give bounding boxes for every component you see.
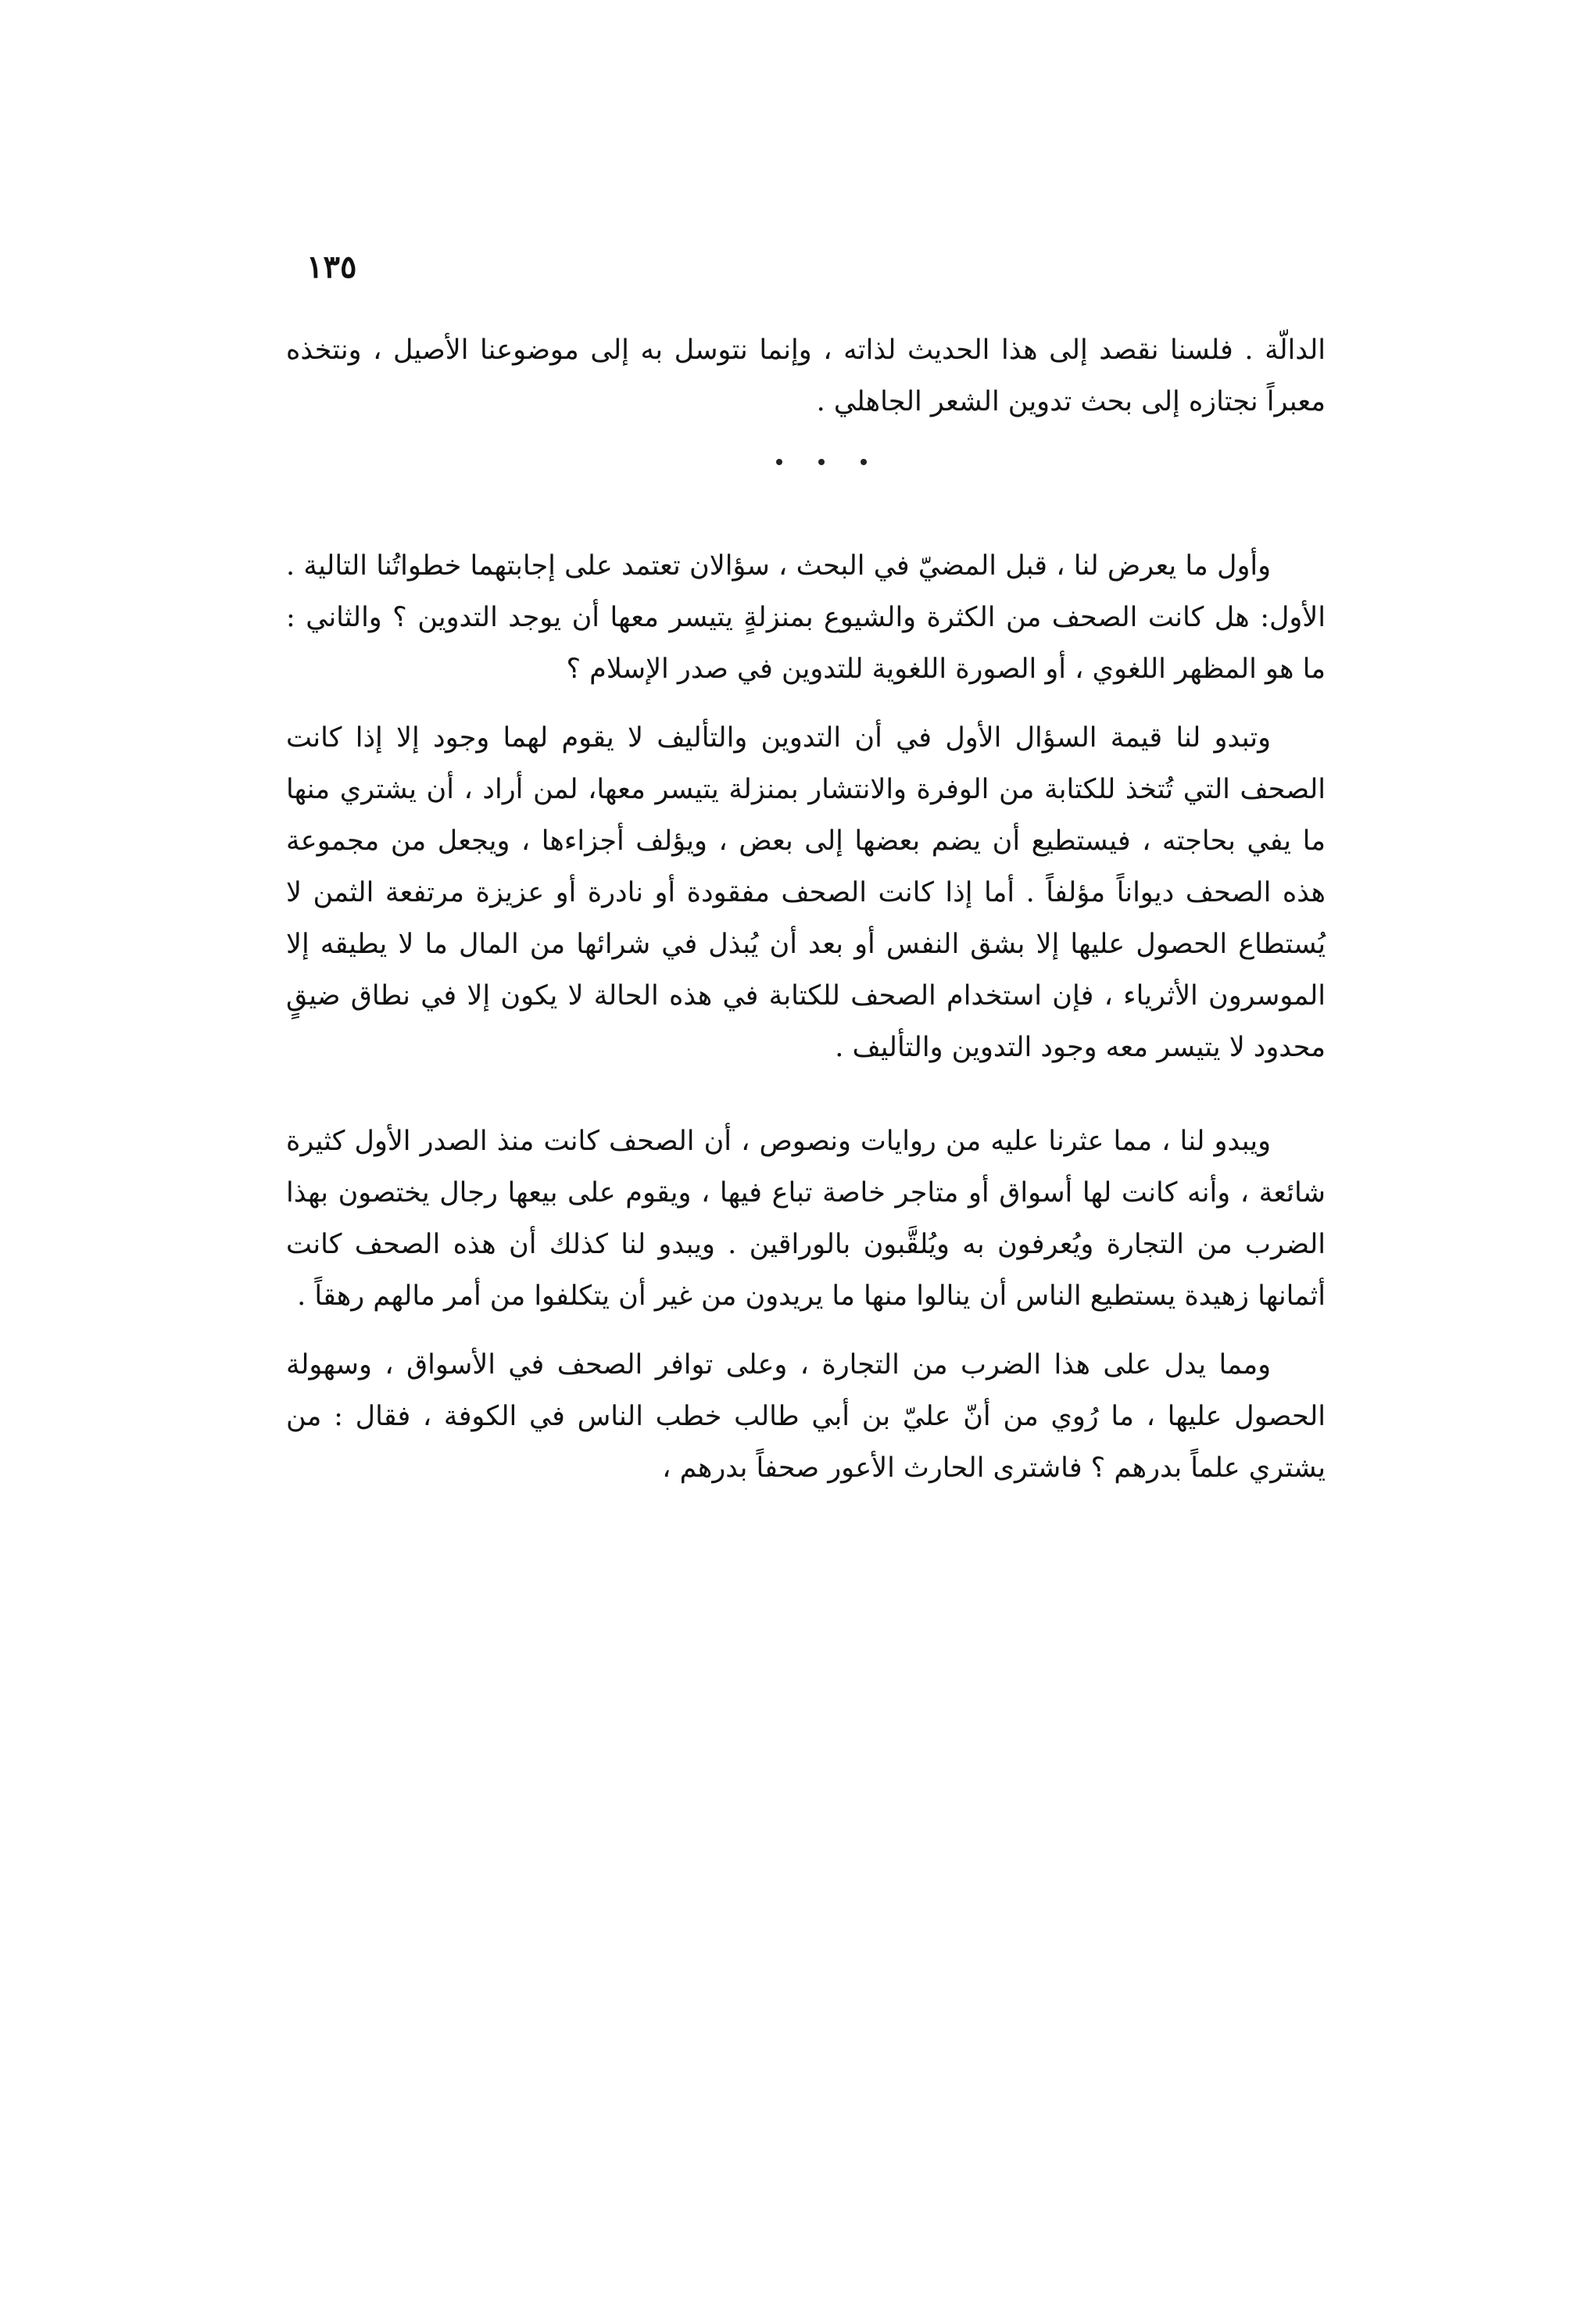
- paragraph-3: وتبدو لنا قيمة السؤال الأول في أن التدوين والتأليف لا يقوم لهما وجود إلا إذا كانت الصحف التي تُتخذ للكتابة من الوفرة والانتشار بمنزلة يتيسر معها، لمن أراد ، أن يشتري منها ما يفي بحاجته ، فيستطيع أن يضم بعضها إلى بعض ، ويؤلف أجزاءها ، ويجعل من مجموعة هذه الصحف ديواناً مؤلفاً . أما إذا كانت الصحف مفقودة أو نادرة أو عزيزة مرتفعة الثمن لا يُستطاع الحصول عليها إلا بشق النفس أو بعد أن يُبذل في شرائها من المال ما لا يطيقه إلا الموسرون الأثرياء ، فإن استخدام الصحف للكتابة في هذه الحالة لا يكون إلا في نطاق ضيقٍ محدود لا يتيسر معه وجود التدوين والتأليف .: [286, 722, 1326, 1063]
- separator-dot: [861, 459, 867, 465]
- separator-dot: [776, 459, 782, 465]
- page-body: [286, 324, 1326, 1494]
- paragraph-2: وأول ما يعرض لنا ، قبل المضيّ في البحث ، سؤالان تعتمد على إجابتهما خطواتُنا التالية . الأول: هل كانت الصحف من الكثرة والشيوع بمنزلةٍ يتيسر معها أن يوجد التدوين ؟ والثاني : ما هو المظهر اللغوي ، أو الصورة اللغوية للتدوين في صدر الإسلام ؟: [286, 550, 1326, 685]
- separator-dot: [818, 459, 825, 465]
- page-number: ١٣٥: [306, 249, 357, 285]
- paragraph-1: الدالّة . فلسنا نقصد إلى هذا الحديث لذاته ، وإنما نتوسل به إلى موضوعنا الأصيل ، ونتخذه معبراً نجتازه إلى بحث تدوين الشعر الجاهلي .: [286, 335, 1326, 417]
- paragraph-4: ويبدو لنا ، مما عثرنا عليه من روايات ونصوص ، أن الصحف كانت منذ الصدر الأول كثيرة شائعة ، وأنه كانت لها أسواق أو متاجر خاصة تباع فيها ، ويقوم على بيعها رجال يختصون بهذا الضرب من التجارة ويُعرفون به ويُلقَّبون بالوراقين . ويبدو لنا كذلك أن هذه الصحف كانت أثمانها زهيدة يستطيع الناس أن ينالوا منها ما يريدون من غير أن يتكلفوا من أمر مالهم رهقاً .: [286, 1126, 1326, 1312]
- section-separator: [286, 459, 1326, 465]
- paragraph-5: ومما يدل على هذا الضرب من التجارة ، وعلى توافر الصحف في الأسواق ، وسهولة الحصول عليها ، ما رُوي من أنّ عليّ بن أبي طالب خطب الناس في الكوفة ، فقال : من يشتري علماً بدرهم ؟ فاشترى الحارث الأعور صحفاً بدرهم ،: [286, 1349, 1326, 1484]
